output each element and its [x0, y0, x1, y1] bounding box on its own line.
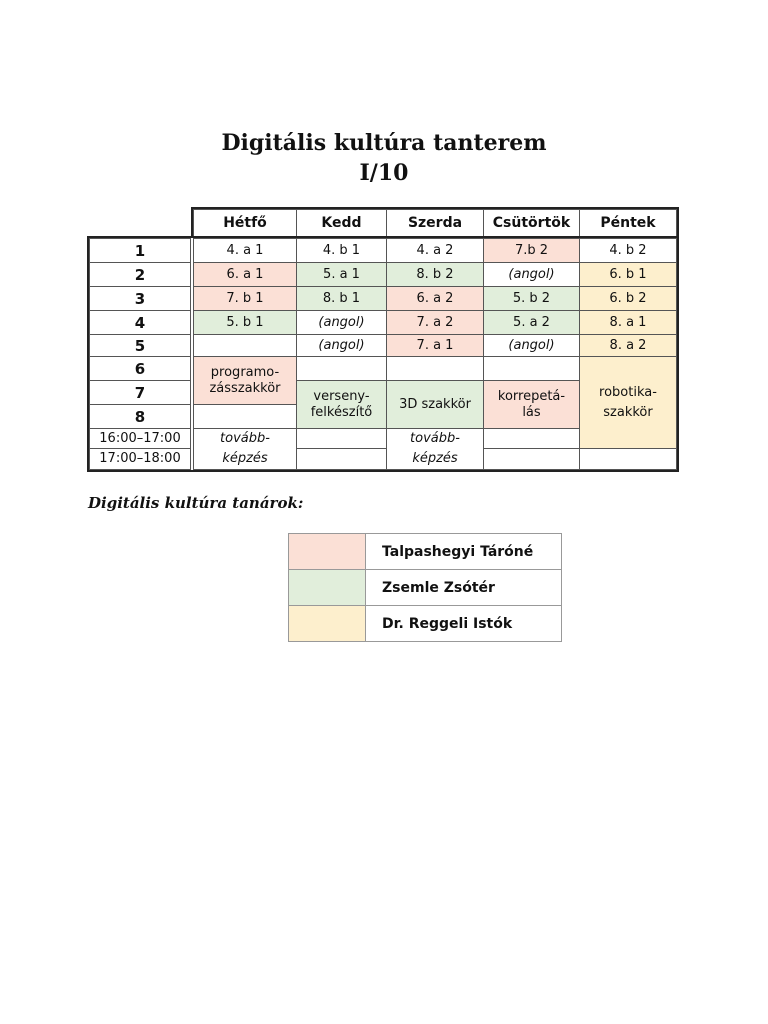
period-label: 8	[89, 404, 191, 429]
day-header-tuesday: Kedd	[296, 209, 387, 237]
lesson-cell: 6. a 2	[386, 286, 484, 311]
empty-cell	[296, 428, 387, 449]
lesson-cell: (angol)	[483, 334, 580, 357]
legend-swatch	[288, 569, 366, 606]
lesson-cell: 6. b 1	[579, 262, 677, 287]
empty-cell	[483, 448, 580, 470]
day-header-friday: Péntek	[579, 209, 677, 237]
lesson-cell: 4. b 2	[579, 238, 677, 263]
lesson-cell: 6. b 2	[579, 286, 677, 311]
period-label: 17:00–18:00	[89, 448, 191, 470]
lesson-cell	[193, 334, 297, 357]
empty-cell	[296, 356, 387, 381]
teachers-heading: Digitális kultúra tanárok:	[88, 494, 304, 512]
lesson-cell: 7.b 2	[483, 238, 580, 263]
period-label: 3	[89, 286, 191, 311]
empty-cell	[579, 448, 677, 470]
day-header-monday: Hétfő	[193, 209, 297, 237]
empty-cell	[193, 404, 297, 429]
period-label: 1	[89, 238, 191, 263]
lesson-cell: 7. a 1	[386, 334, 484, 357]
day-header-thursday: Csütörtök	[483, 209, 580, 237]
club-tutoring: korrepetá- lás	[483, 380, 580, 429]
lesson-cell: 5. b 2	[483, 286, 580, 311]
legend-swatch	[288, 605, 366, 642]
empty-cell	[483, 428, 580, 449]
legend-teacher-name: Talpashegyi Táróné	[365, 533, 562, 570]
period-label: 5	[89, 334, 191, 357]
lesson-cell: 6. a 1	[193, 262, 297, 287]
club-programming: programo- zásszakkör	[193, 356, 297, 405]
lesson-cell: 4. a 1	[193, 238, 297, 263]
lesson-cell: 8. a 2	[579, 334, 677, 357]
lesson-cell: (angol)	[296, 334, 387, 357]
lesson-cell: 8. a 1	[579, 310, 677, 335]
period-label: 7	[89, 380, 191, 405]
lesson-cell: 5. a 2	[483, 310, 580, 335]
period-label: 16:00–17:00	[89, 428, 191, 449]
period-label: 2	[89, 262, 191, 287]
period-label: 6	[89, 356, 191, 381]
lesson-cell: 4. a 2	[386, 238, 484, 263]
lesson-cell: 5. a 1	[296, 262, 387, 287]
legend-teacher-name: Dr. Reggeli Istók	[365, 605, 562, 642]
training-wednesday: tovább- képzés	[386, 428, 484, 470]
lesson-cell: 7. b 1	[193, 286, 297, 311]
legend-teacher-name: Zsemle Zsótér	[365, 569, 562, 606]
empty-cell	[296, 448, 387, 470]
club-robotics: robotika- szakkör	[579, 356, 677, 449]
lesson-cell: 4. b 1	[296, 238, 387, 263]
room-number: I/10	[359, 160, 409, 186]
lesson-cell: 7. a 2	[386, 310, 484, 335]
lesson-cell: 5. b 1	[193, 310, 297, 335]
empty-cell	[386, 356, 484, 381]
training-monday: tovább- képzés	[193, 428, 297, 470]
lesson-cell: (angol)	[483, 262, 580, 287]
club-3d: 3D szakkör	[386, 380, 484, 429]
club-competition: verseny- felkészítő	[296, 380, 387, 429]
lesson-cell: (angol)	[296, 310, 387, 335]
day-header-wednesday: Szerda	[386, 209, 484, 237]
legend-swatch	[288, 533, 366, 570]
empty-cell	[483, 356, 580, 381]
page-title: Digitális kultúra tanterem	[221, 130, 547, 156]
lesson-cell: 8. b 1	[296, 286, 387, 311]
period-label: 4	[89, 310, 191, 335]
lesson-cell: 8. b 2	[386, 262, 484, 287]
